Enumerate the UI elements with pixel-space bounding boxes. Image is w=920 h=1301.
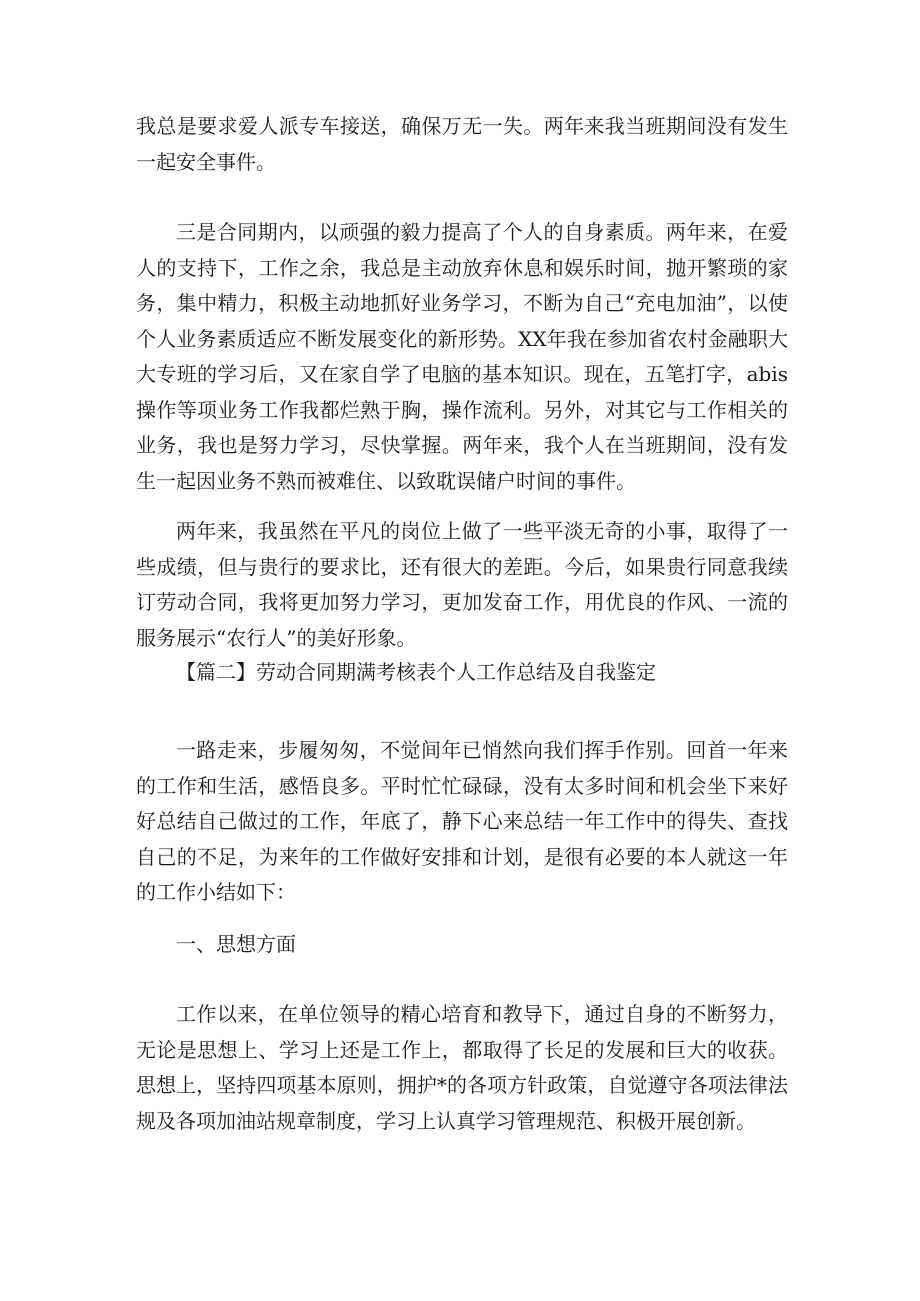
- section-heading-ideology: 一、思想方面: [176, 932, 296, 956]
- paragraph-safety-record: 我总是要求爱人派专车接送，确保万无一失。两年来我当班期间没有发生一起安全事件。: [136, 114, 788, 174]
- paragraph-self-improvement: 三是合同期内，以顽强的毅力提高了个人的自身素质。两年来，在爱人的支持下，工作之余，我总是主动放弃休息和娱乐时间，抛开繁琐的家务，集中精力，积极主动地抓好业务学习，不断为自己“充电加油”，以使个人业务素质适应不断发展变化的新形势。XX年我在参加省农村金融职大大专班的学习后，又在家自学了电脑的基本知识。现在，五笔打字，abis操作等项业务工作我都烂熟于胸，操作流利。另外，对其它与工作相关的业务，我也是努力学习，尽快掌握。两年来，我个人在当班期间，没有发生一起因业务不熟而被难住、以致耽误储户时间的事件。: [136, 220, 788, 493]
- paragraph-conclusion: 两年来，我虽然在平凡的岗位上做了一些平淡无奇的小事，取得了一些成绩，但与贵行的要求比，还有很大的差距。今后，如果贵行同意我续订劳动合同，我将更加努力学习，更加发奋工作，用优良的作风、一流的服务展示“农行人”的美好形象。: [136, 519, 788, 650]
- paragraph-introduction: 一路走来，步履匆匆，不觉间年已悄然向我们挥手作别。回首一年来的工作和生活，感悟良多。平时忙忙碌碌，没有太多时间和机会坐下来好好总结自己做过的工作，年底了，静下心来总结一年工作中的得失、查找自己的不足，为来年的工作做好安排和计划，是很有必要的本人就这一年的工作小结如下：: [136, 738, 788, 904]
- paragraph-ideology: 工作以来，在单位领导的精心培育和教导下，通过自身的不断努力，无论是思想上、学习上还是工作上，都取得了长足的发展和巨大的收获。思想上，坚持四项基本原则，拥护*的各项方针政策，自觉遵守各项法律法规及各项加油站规章制度，学习上认真学习管理规范、积极开展创新。: [136, 1002, 788, 1133]
- section-title-part-two: 【篇二】劳动合同期满考核表个人工作总结及自我鉴定: [176, 660, 656, 684]
